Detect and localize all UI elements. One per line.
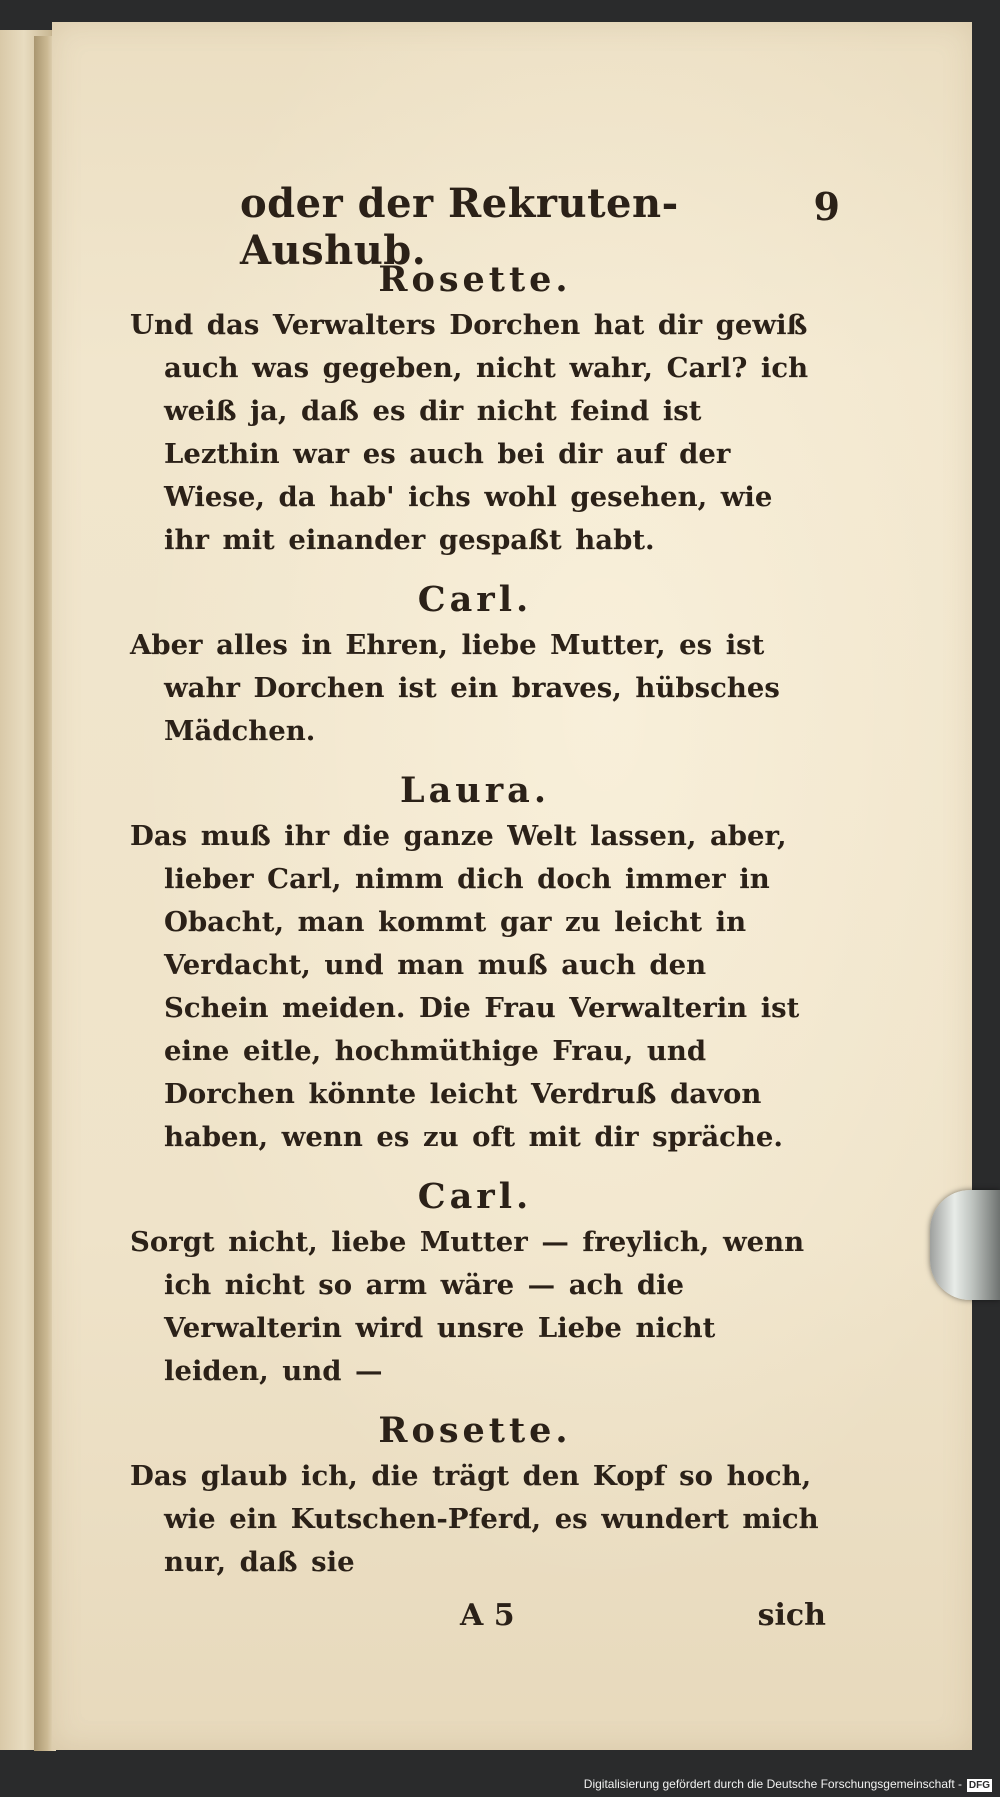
catchword: sich — [757, 1598, 826, 1633]
page-footer — [130, 1598, 826, 1644]
running-head-title: oder der Rekruten-Aushub. — [240, 180, 679, 274]
page-number: 9 — [813, 184, 840, 229]
speaker-name: Carl. — [417, 1176, 533, 1217]
running-head — [130, 180, 840, 274]
speaker-name: Carl. — [417, 579, 533, 620]
speech-text: Und das Verwalters Dorchen hat dir gewiß auch was gegeben, nicht wahr, Carl? ich weiß ja, daß es dir nicht feind ist Lezthin war es auch bei dir auf der Wiese, da hab' ichs wohl gesehen, wie ihr mit einander gespaßt habt. — [130, 309, 809, 556]
speech-text: Das muß ihr die ganze Welt lassen, aber, lieber Carl, nimm dich doch immer in Obacht, man kommt gar zu leicht in Verdacht, und man muß auch den Schein meiden. Die Frau Verwalterin ist eine eitle, hochmüthige Frau, und Dorchen könnte leicht Verdruß davon haben, wenn es zu oft mit dir spräche. — [130, 820, 800, 1153]
speaker-name: Rosette. — [378, 259, 572, 300]
speaker-name: Laura. — [399, 770, 551, 811]
signature-mark: A 5 — [460, 1598, 515, 1633]
page-text — [130, 180, 840, 1644]
speech-text: Sorgt nicht, liebe Mutter — freylich, wenn ich nicht so arm wäre — ach die Verwalterin wird unsre Liebe nicht leiden, und — — [130, 1226, 805, 1387]
speaker-name: Rosette. — [378, 1410, 572, 1451]
dfg-logo: DFG — [968, 1780, 990, 1791]
speech-text: Das glaub ich, die trägt den Kopf so hoch, wie ein Kutschen-Pferd, es wundert mich nur, daß sie — [130, 1460, 819, 1578]
digitization-credit: Digitalisierung gefördert durch die Deutsche Forschungsgemeinschaft - — [583, 1777, 962, 1791]
page-clip — [930, 1190, 1000, 1300]
speech-text: Aber alles in Ehren, liebe Mutter, es ist wahr Dorchen ist ein braves, hübsches Mädchen. — [130, 629, 780, 747]
